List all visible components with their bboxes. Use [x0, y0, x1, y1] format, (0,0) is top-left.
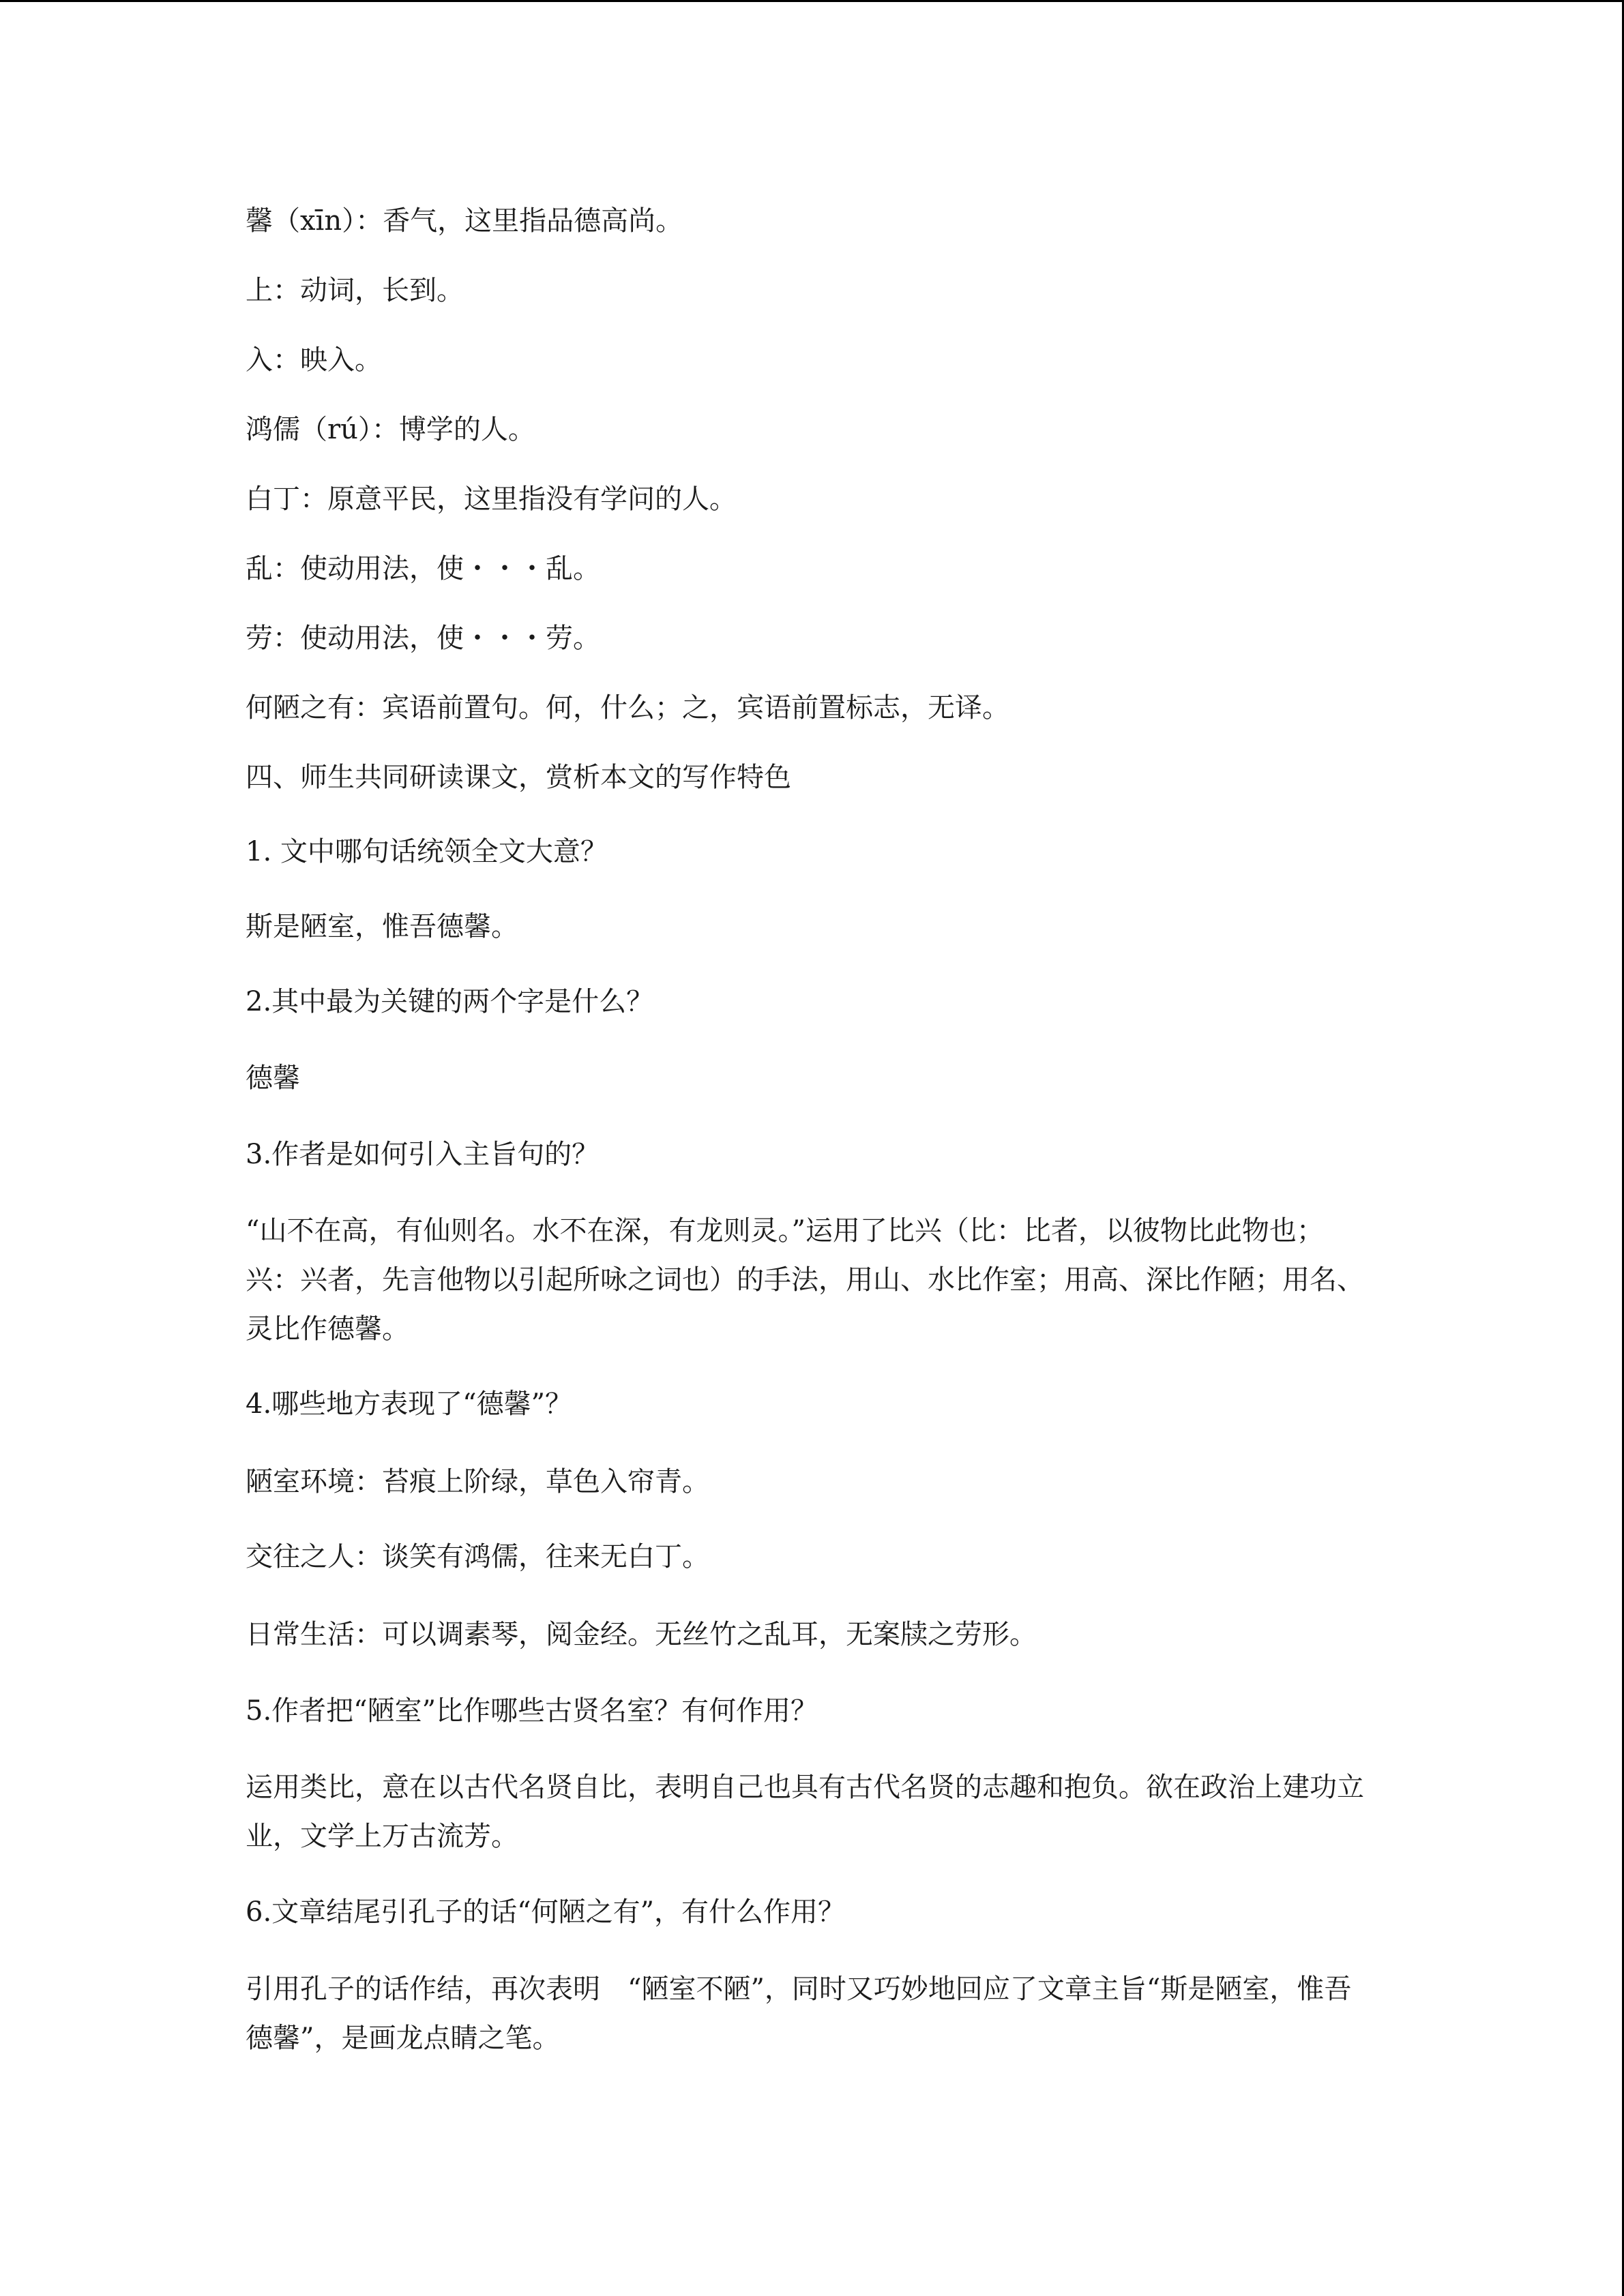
question-1: 1. 文中哪句话统领全文大意？ [246, 836, 608, 867]
paragraph-annotation-xin: 馨（xīn）：香气，这里指品德高尚。 [246, 205, 683, 237]
paragraph-annotation-hongru: 鸿儒（rú）：博学的人。 [246, 414, 535, 445]
answer-2: 德馨 [246, 1062, 300, 1094]
paragraph-annotation-lao: 劳：使动用法，使・・・劳。 [246, 623, 600, 654]
answer-6: 引用孔子的话作结，再次表明 “陋室不陋”，同时又巧妙地回应了文章主旨“斯是陋室，惟吾德馨”，是画龙点睛之笔。 [246, 1973, 1352, 2054]
answer-5: 运用类比，意在以古代名贤自比，表明自己也具有古代名贤的志趣和抱负。欲在政治上建功立业，文学上万古流芳。 [246, 1772, 1364, 1852]
answer-4-environment: 陋室环境：苔痕上阶绿，草色入帘青。 [246, 1466, 709, 1497]
paragraph-annotation-luan: 乱：使动用法，使・・・乱。 [246, 553, 600, 584]
paragraph-annotation-shang: 上：动词，长到。 [246, 275, 464, 306]
paragraph-annotation-helouzhiyou: 何陋之有：宾语前置句。何，什么；之，宾语前置标志，无译。 [246, 692, 1009, 724]
question-5: 5.作者把“陋室”比作哪些古贤名室？有何作用？ [246, 1695, 818, 1727]
question-4: 4.哪些地方表现了“德馨”？ [246, 1388, 573, 1420]
question-6: 6.文章结尾引孔子的话“何陋之有”，有什么作用？ [246, 1896, 846, 1928]
paragraph-annotation-ru: 入：映入。 [246, 344, 382, 376]
answer-3: “山不在高，有仙则名。水不在深，有龙则灵。”运用了比兴（比：比者，以彼物比此物也；兴：兴者，先言他物以引起所咏之词也）的手法，用山、水比作室；用高、深比作陋；用名、灵比作德馨。 [246, 1215, 1364, 1345]
answer-4-daily-life: 日常生活：可以调素琴，阅金经。无丝竹之乱耳，无案牍之劳形。 [246, 1619, 1037, 1650]
question-3: 3.作者是如何引入主旨句的？ [246, 1139, 600, 1170]
section-heading: 四、师生共同研读课文，赏析本文的写作特色 [246, 762, 791, 793]
answer-4-companions: 交往之人：谈笑有鸿儒，往来无白丁。 [246, 1541, 709, 1572]
answer-1: 斯是陋室，惟吾德馨。 [246, 911, 518, 942]
paragraph-annotation-baiding: 白丁：原意平民，这里指没有学问的人。 [246, 483, 737, 515]
question-2: 2.其中最为关键的两个字是什么？ [246, 986, 654, 1017]
